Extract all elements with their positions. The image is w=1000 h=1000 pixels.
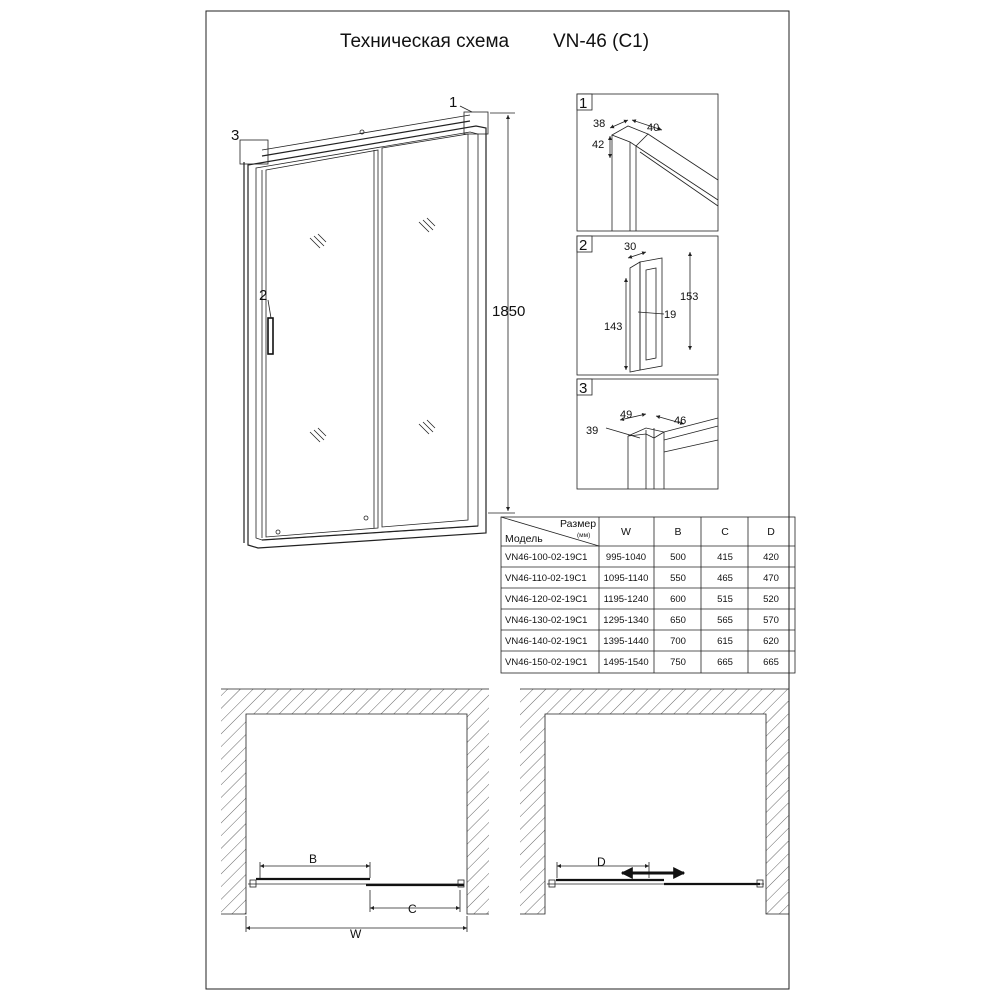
detail-3-profile bbox=[628, 418, 718, 489]
row-1-b: 500 bbox=[670, 552, 686, 563]
row-3-b: 600 bbox=[670, 594, 686, 605]
callout-2: 2 bbox=[259, 287, 268, 304]
detail-panels bbox=[577, 94, 718, 489]
row-6-b: 750 bbox=[670, 657, 686, 668]
roller-right bbox=[364, 516, 368, 520]
plan-view-right bbox=[520, 689, 789, 914]
callout-3: 3 bbox=[231, 127, 240, 144]
detail-1-dim-38: 38 bbox=[593, 118, 606, 130]
table-header-units: (мм) bbox=[577, 532, 591, 539]
col-header-b: B bbox=[674, 526, 682, 538]
row-6-w: 1495-1540 bbox=[603, 657, 649, 668]
plan-label-d: D bbox=[597, 855, 606, 869]
row-4-d: 570 bbox=[763, 615, 779, 626]
detail-2-number: 2 bbox=[579, 237, 588, 254]
table-row bbox=[505, 615, 779, 626]
row-5-model: VN46-140-02-19C1 bbox=[505, 636, 588, 647]
row-1-c: 415 bbox=[717, 552, 733, 563]
table-row bbox=[505, 552, 779, 563]
detail-2-frame bbox=[577, 236, 718, 375]
detail-1-number: 1 bbox=[579, 95, 588, 112]
row-1-d: 420 bbox=[763, 552, 779, 563]
row-2-b: 550 bbox=[670, 573, 686, 584]
row-2-c: 465 bbox=[717, 573, 733, 584]
detail-3-dim-49: 49 bbox=[620, 409, 633, 421]
row-6-d: 665 bbox=[763, 657, 779, 668]
col-header-d: D bbox=[767, 526, 775, 538]
door-handle bbox=[268, 318, 273, 354]
row-2-w: 1095-1140 bbox=[603, 573, 649, 584]
door-frame-outer bbox=[248, 126, 486, 548]
detail-3-number: 3 bbox=[579, 380, 588, 397]
plan-view-left bbox=[221, 689, 489, 941]
detail-2-dim-19: 19 bbox=[664, 309, 677, 321]
height-dimension: 1850 bbox=[492, 303, 526, 320]
row-1-w: 995-1040 bbox=[605, 552, 647, 563]
detail-3-dim-46: 46 bbox=[674, 415, 687, 427]
detail-2-dim-153: 153 bbox=[680, 291, 699, 303]
callout-1: 1 bbox=[449, 94, 458, 111]
row-1-model: VN46-100-02-19C1 bbox=[505, 552, 588, 563]
plan-label-c: C bbox=[408, 902, 417, 916]
row-5-c: 615 bbox=[717, 636, 733, 647]
fixed-panel bbox=[266, 150, 378, 537]
table-row bbox=[505, 573, 779, 584]
row-3-c: 515 bbox=[717, 594, 733, 605]
model-title: VN-46 (C1) bbox=[553, 31, 650, 52]
row-3-d: 520 bbox=[763, 594, 779, 605]
detail-2-dim-30: 30 bbox=[624, 241, 637, 253]
row-4-model: VN46-130-02-19C1 bbox=[505, 615, 588, 626]
row-3-model: VN46-120-02-19C1 bbox=[505, 594, 588, 605]
row-4-b: 650 bbox=[670, 615, 686, 626]
front-view bbox=[231, 94, 525, 548]
bottom-rail bbox=[262, 526, 478, 540]
row-2-d: 470 bbox=[763, 573, 779, 584]
row-5-b: 700 bbox=[670, 636, 686, 647]
detail-1-dim-40: 40 bbox=[647, 122, 660, 134]
detail-3-dim-39: 39 bbox=[586, 425, 599, 437]
door-frame-inner bbox=[256, 132, 478, 540]
row-6-c: 665 bbox=[717, 657, 733, 668]
size-table bbox=[501, 517, 795, 673]
callout-box-3 bbox=[240, 140, 268, 164]
row-2-model: VN46-110-02-19C1 bbox=[505, 573, 587, 584]
col-header-w: W bbox=[621, 526, 631, 538]
table-row bbox=[505, 636, 779, 647]
table-header-size: Размер bbox=[560, 518, 597, 530]
plan-label-b: B bbox=[309, 852, 318, 866]
sliding-panel bbox=[382, 134, 468, 527]
row-4-w: 1295-1340 bbox=[603, 615, 649, 626]
row-6-model: VN46-150-02-19C1 bbox=[505, 657, 588, 668]
table-row bbox=[505, 657, 779, 668]
detail-1-profile bbox=[612, 126, 718, 231]
col-header-c: C bbox=[721, 526, 729, 538]
row-5-d: 620 bbox=[763, 636, 779, 647]
row-4-c: 565 bbox=[717, 615, 733, 626]
detail-1-dim-42: 42 bbox=[592, 139, 605, 151]
roller-left bbox=[276, 530, 280, 534]
detail-2-dim-143: 143 bbox=[604, 321, 623, 333]
table-row bbox=[505, 594, 779, 605]
drawing-title: Техническая схема bbox=[340, 31, 510, 52]
detail-2-handle bbox=[630, 258, 662, 372]
detail-1-frame bbox=[577, 94, 718, 231]
table-header-model: Модель bbox=[505, 533, 543, 545]
row-3-w: 1195-1240 bbox=[603, 594, 649, 605]
row-5-w: 1395-1440 bbox=[603, 636, 649, 647]
plan-label-w: W bbox=[350, 927, 362, 941]
glass-marks bbox=[310, 218, 435, 442]
